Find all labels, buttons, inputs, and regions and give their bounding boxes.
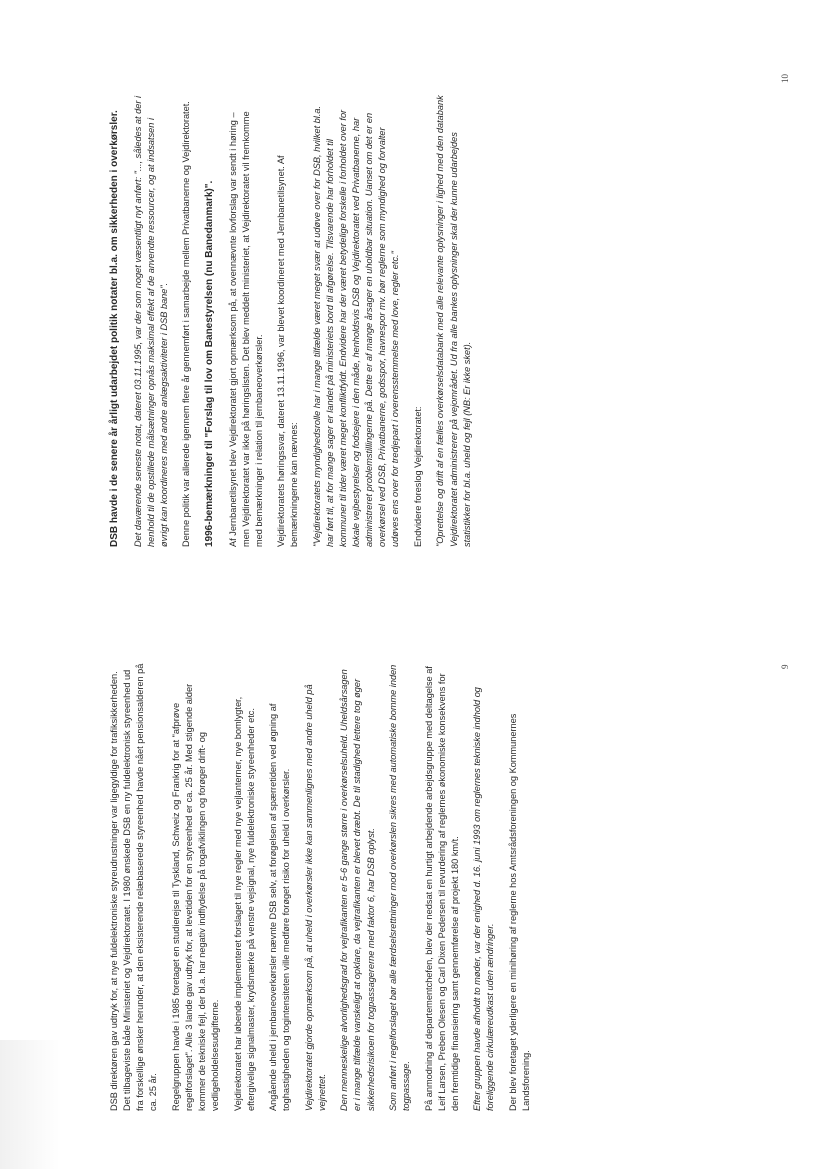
paragraph-italic: Vejdirektoratet gjorde opmærksom på, at uheld i overkørsler ikke kan sammenlignes med andre uheld på vejnettet. — [303, 684, 327, 1111]
paragraph-italic: Den menneskelige alvorlighedsgrad for vejtrafikanten er 5-6 gange større i overkørselsuheld. Uheldsårsagen er i mange tilfælde vanskeligt at opklare, da vejtrafikanten er blevet dræbt. De til stadighed lettere tog øger sikkerhedsrisikoen for togpassagererne med faktor 6, har DSB oplyst. — [339, 669, 376, 1111]
paragraph: DSB direktøren gav udtryk for, at nye fuldelektroniske styreudrustninger var ligegyldige for trafiksikkerheden. Det tilbageviste både Ministeriet og Vejdirektoratet. I 1980 ønskede DSB en ny fuldelektronisk styreenhed ud fra forskellige ønsker herunder, at den eksisterende relæbaserede styreenhed havde nået pensionsalderen på ca. 25 år. — [109, 663, 159, 1111]
paragraph: Endvidere foreslog Vejdirektoratet: — [412, 406, 423, 547]
paragraph: På anmodning af departementchefen, blev der nedsat en hurtigt arbejdende arbejdsgruppe med deltagelse af Leif Larsen, Preben Olesen og Carl Dixen Pedersen til revurdering af reglernes økonomiske konsekvens for den fremtidige finansiering samt gennemførelse af projekt 180 km/t. — [423, 666, 460, 1111]
paragraph: Angående uheld i jernbaneoverkørsler nævnte DSB selv, at forøgelsen af spærretiden ved øgning af toghastigheden og togintensiteten ville medføre forøget risiko for uheld i overkørsler. — [268, 703, 292, 1111]
paragraph-italic: "Vejdirektoratets myndighedsrolle har i mange tilfælde været meget svær at udøve over for DSB, hvilket bl.a. har ført til, at for mange sager er landet på ministeriets bord til afgørelse. Tilsvarende har forholdet til kommuner til tider været meget konfliktfyldt. Endvidere har der været betydelige forskelle i forholdet over for lokale vejbestyrelser og fodsejere i den måde, henholdsvis DSB og Vejdirektoratet ved Privatbanerne, har administreret problemstillingerne på. Dette er af mange årsager en uholdbar situation. Uanset om det er en overkørsel ved DSB, Privatbanerne, godsspor, havnespor mv. bør reglerne som myndighed og forvalter udøves ens over for tredjepart i overensstemmelse med love, regler etc." — [311, 105, 401, 547]
paragraph: Denne politik var allerede igennem flere år gennemført i samarbejde mellem Privatbanerne og Vejdirektoratet. — [181, 101, 192, 547]
page-number-right: 10 — [780, 74, 790, 83]
paragraph-italic: Det daværende seneste notat, dateret 03.11.1995, var der som noget væsentligt nyt anført: "..., således at der i henhold til de opstillede målsætninger opnås maksimal effekt af de anvendte ressourcer, og at indsatsen i øvrigt kan koordineres med andre anlægsaktiviteter i DSB bane". — [132, 96, 169, 547]
page-number-left: 9 — [780, 664, 790, 669]
section-heading: 1996-bemærkninger til "Forslag til lov om Banestyrelsen (nu Banedanmark)". — [203, 180, 215, 547]
left-page-text — [108, 659, 543, 1111]
paragraph-italic: Efter gruppen havde afholdt to møder, var der enighed d. 16. juni 1993 om reglernes tekniske indhold og foreliggende cirkulæreudkast uden ændringer. — [472, 687, 496, 1111]
section-heading: DSB havde i de senere år årligt udarbejdet politik notater bl.a. om sikkerheden i overkørsler. — [109, 110, 120, 547]
paragraph-italic: "Oprettelse og drift af en fælles overkørselsdatabank med alle relevante oplysninger i lighed med den databank Vejdirektoratet administrerer på vejområdet. Ud fra alle bankes oplysninger skal der kunne udarbejdes statistikker for bl.a. uheld og fejl (NB: Er ikke sket). — [435, 95, 472, 547]
paragraph: Af Jernbanetilsynet blev Vejdirektoratet gjort opmærksom på, at ovennævnte lovforslag var sendt i høring – men Vejdirektoratet var ikke på høringslisten. Det blev meddelt ministeriet, at Vejdirektoratet vil fremkomme med bemærkninger i relation til jernbaneoverkørsler. — [227, 111, 264, 547]
right-page-text — [108, 95, 483, 547]
paragraph: Vejdirektoratets høringssvar, dateret 13.11.1996, var blevet koordineret med Jernbanetilsynet. Af bemærkningerne kan nævnes: — [276, 155, 300, 547]
paragraph: Regelgruppen havde i 1985 foretaget en studierejse til Tyskland, Schweiz og Frankrig for at "afprøve regelforslaget". Alle 3 lande gav udtryk for, at levetiden for en styreenhed er ca. 25 år. Med stigende alder kommer de tekniske fejl, der bl.a. har negativ indflydelse på togafviklingen og forøger drift- og vedligeholdelsesudgifterne. — [170, 683, 220, 1111]
paragraph: Der blev foretaget yderligere en minihøring af reglerne hos Amtsrådsforeningen og Kommunernes Landsforening. — [508, 713, 532, 1111]
paragraph-italic: Som anført i regelforslaget bør alle færdselsrettninger mod overkørslen sikres med automatiske bomme inden togpassage. — [388, 664, 412, 1111]
paragraph: Vejdirektoratet har løbende implementeret forslaget til nye regler med nye vejlanterner, nye bomlygter, eftergivelige signalmaster, krydsmærke på venstre vejsignal, nye fuldelektroniske styreenheder etc. — [232, 696, 256, 1111]
